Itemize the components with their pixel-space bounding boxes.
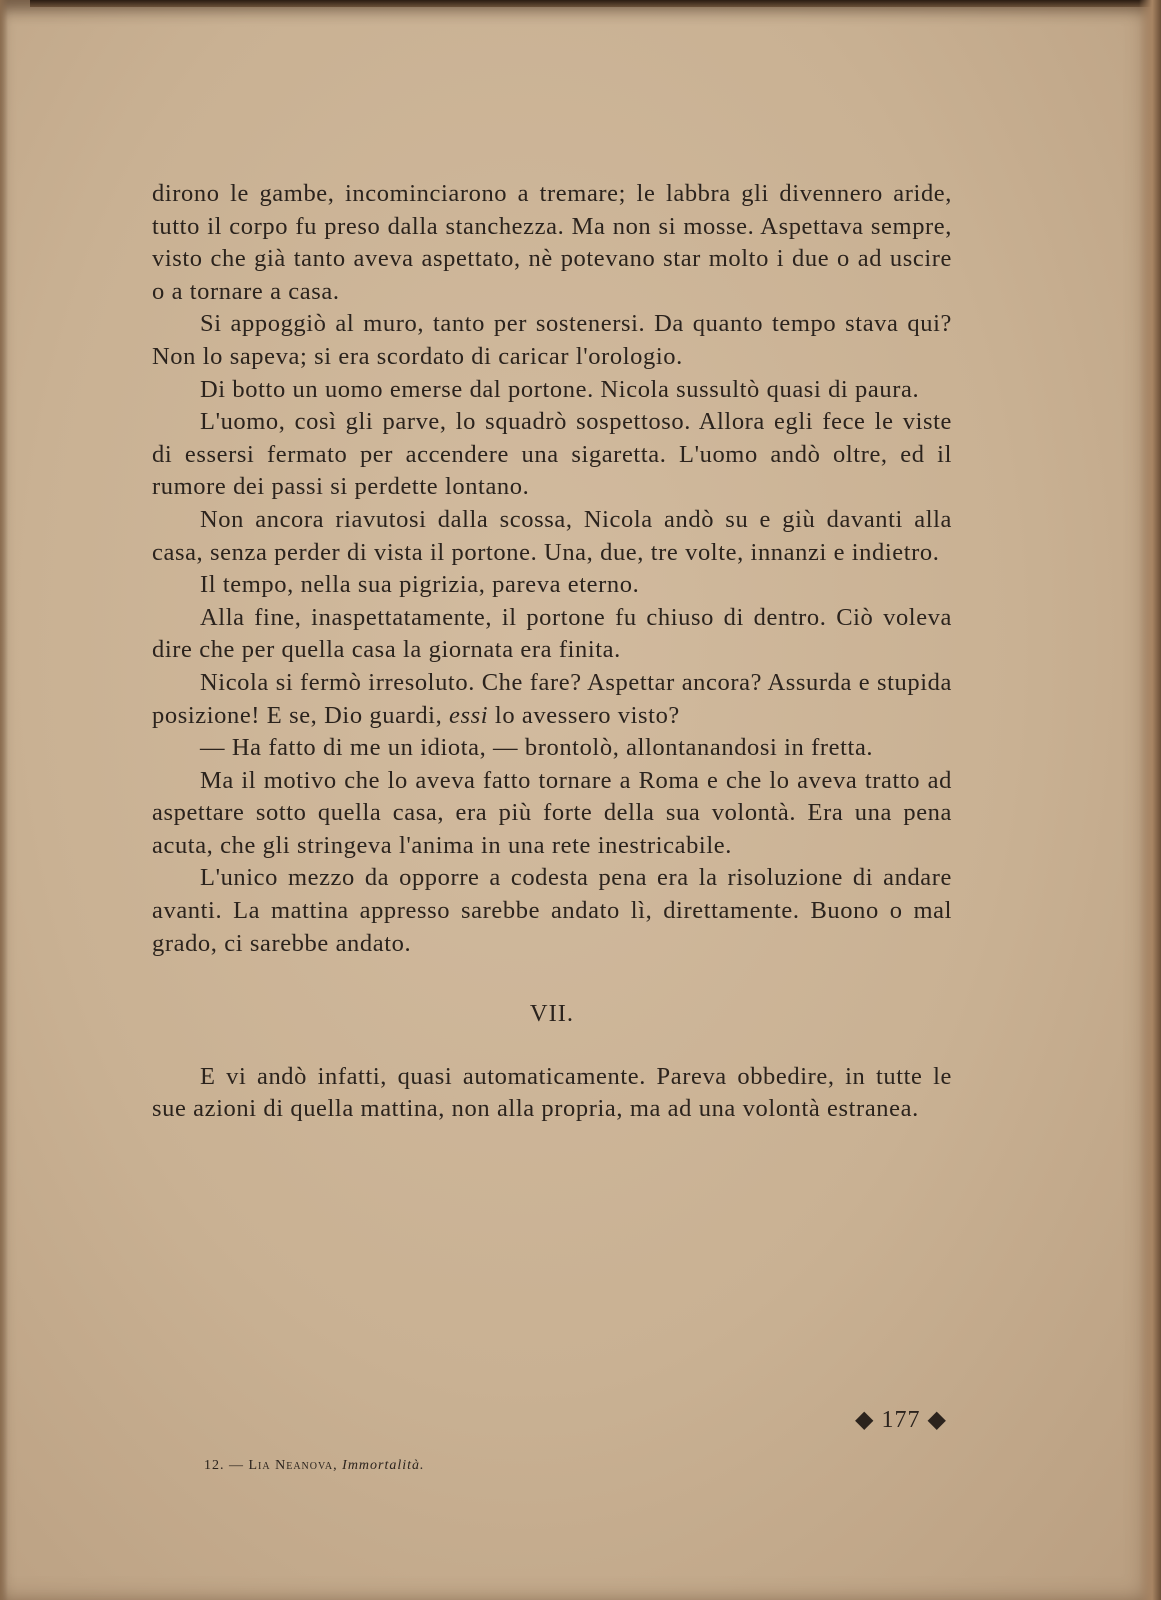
paragraph: L'uomo, così gli parve, lo squadrò sospettoso. Allora egli fece le viste di essersi fermato per accendere una sigaretta. L'uomo andò oltre, ed il rumore dei passi si perdette lontano. bbox=[152, 408, 952, 501]
text-run: Nicola si fermò irresoluto. Che fare? Aspettar ancora? Assurda e stupida posizione! E se, Dio guardi, bbox=[152, 668, 952, 729]
page-left-edge bbox=[0, 0, 8, 1600]
paragraph: — Ha fatto di me un idiota, — brontolò, allontanandosi in fretta. bbox=[200, 734, 874, 762]
paragraph: Il tempo, nella sua pigrizia, pareva eterno. bbox=[200, 571, 640, 599]
paragraph: Non ancora riavutosi dalla scossa, Nicola andò su e giù davanti alla casa, senza perder di vista il portone. Una, due, tre volte, innanzi e indietro. bbox=[152, 505, 952, 566]
paragraph: Ma il motivo che lo aveva fatto tornare a Roma e che lo aveva tratto ad aspettare sotto quella casa, era più forte della sua volontà. Era una pena acuta, che gli stringeva l'anima in una rete inestricabile. bbox=[152, 766, 952, 859]
chapter-heading: VII. bbox=[529, 1000, 575, 1028]
page-number: ◆ 177 ◆ bbox=[855, 1407, 947, 1433]
paragraph: Alla fine, inaspettatamente, il portone fu chiuso di dentro. Ciò voleva dire che per quella casa la giornata era finita. bbox=[152, 603, 952, 664]
paragraph: E vi andò infatti, quasi automaticamente. Pareva obbedire, in tutte le sue azioni di quella mattina, non alla propria, ma ad una volontà estranea. bbox=[152, 1062, 952, 1123]
footer-signature bbox=[204, 1458, 425, 1474]
paragraph bbox=[152, 667, 952, 732]
italic-text: essi bbox=[449, 701, 489, 729]
paragraph: L'unico mezzo da opporre a codesta pena era la risoluzione di andare avanti. La mattina appresso sarebbe andato lì, direttamente. Buono o mal grado, ci sarebbe andato. bbox=[152, 864, 952, 957]
paragraph: Di botto un uomo emerse dal portone. Nicola sussultò quasi di paura. bbox=[200, 375, 920, 403]
footer-book-title: Immortalità. bbox=[342, 1458, 425, 1473]
footer-author: 12. — Lia Neanova, bbox=[204, 1458, 338, 1473]
paragraph: dirono le gambe, incominciarono a tremare; le labbra gli divennero aride, tutto il corpo fu preso dalla stanchezza. Ma non si mosse. Aspettava sempre, visto che già tanto aveva aspettato, nè potevano star molto i due o ad uscire o a tornare a casa. bbox=[152, 180, 952, 305]
page-top-edge bbox=[30, 0, 1161, 7]
page-right-edge bbox=[1139, 0, 1161, 1600]
paragraph: Si appoggiò al muro, tanto per sostenersi. Da quanto tempo stava qui? Non lo sapeva; si era scordato di caricar l'orologio. bbox=[152, 310, 952, 370]
text-run: lo avessero visto? bbox=[488, 701, 680, 729]
body-text bbox=[152, 178, 952, 1126]
